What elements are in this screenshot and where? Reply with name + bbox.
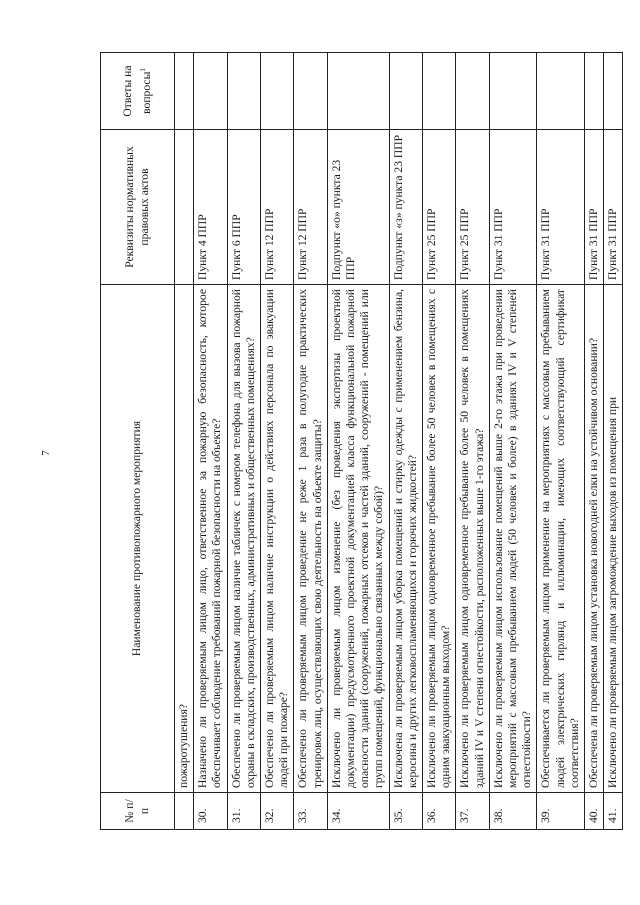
- row-answer[interactable]: [389, 53, 422, 130]
- row-requisites: Пункт 12 ППР: [294, 130, 327, 285]
- table-header-row: [101, 53, 175, 830]
- row-num: 33.: [294, 793, 327, 830]
- row-requisites: Пункт 4 ППР: [194, 130, 227, 285]
- table-row: [423, 53, 456, 830]
- row-answer[interactable]: [489, 53, 537, 130]
- row-answer[interactable]: [456, 53, 489, 130]
- header-answers-footnote: 1: [138, 68, 147, 72]
- row-requisites: Пункт 6 ППР: [227, 130, 260, 285]
- row-name: Обеспечено ли проверяемым лицом наличие табличек с номером телефона для вызова пожарной охраны в складских, производственных, административных и общественных помещениях?: [227, 285, 260, 793]
- row-num: 40.: [585, 793, 604, 830]
- row-name: Исключено ли проверяемым лицом использование помещений выше 2-го этажа при проведении мероприятий с массовым пребыванием людей (50 человек и более) в зданиях IV и V степеней огнестойкости?: [489, 285, 537, 793]
- row-requisites: Пункт 31 ППР: [585, 130, 604, 285]
- row-answer[interactable]: [194, 53, 227, 130]
- rotated-table-wrapper: [100, 53, 624, 830]
- row-name: Обеспечивается ли проверяемым лицом применение на мероприятиях с массовым пребыванием людей электрических гирлянд и иллюминации, имеющих соответствующий сертификат соответствия?: [537, 285, 585, 793]
- row-num: 36.: [423, 793, 456, 830]
- row-answer[interactable]: [294, 53, 327, 130]
- row-num: 31.: [227, 793, 260, 830]
- continuation-name: пожаротушения?: [175, 285, 194, 793]
- header-requisites: Реквизиты нормативных правовых актов: [101, 130, 175, 285]
- row-num: 37.: [456, 793, 489, 830]
- continuation-answer: [175, 53, 194, 130]
- continuation-row: [175, 53, 194, 830]
- row-answer[interactable]: [423, 53, 456, 130]
- row-requisites: Пункт 12 ППР: [261, 130, 294, 285]
- page-number: 7: [39, 450, 52, 456]
- row-num: 30.: [194, 793, 227, 830]
- table-row: [294, 53, 327, 830]
- fire-safety-checklist-table: [100, 52, 623, 830]
- row-answer[interactable]: [604, 53, 623, 130]
- row-requisites: Пункт 31 ППР: [537, 130, 585, 285]
- header-answers: [101, 53, 175, 130]
- row-answer[interactable]: [261, 53, 294, 130]
- row-num: 41.: [604, 793, 623, 830]
- row-name: Исключено ли проверяемым лицом изменение (без проведения экспертизы проектной документации) предусмотренного проектной документацией класса функциональной пожарной опасности зданий (сооружений, пожарных отсеков и частей зданий, сооружений - помещений или групп помещений, функционально связанных между собой)?: [327, 285, 389, 793]
- table-row: [227, 53, 260, 830]
- row-num: 39.: [537, 793, 585, 830]
- header-name: Наименование противопожарного мероприятия: [101, 285, 175, 793]
- row-name: Исключена ли проверяемым лицом уборка помещений и стирку одежды с применением бензина, керосина и других легковоспламеняющихся и горючих жидкостей?: [389, 285, 422, 793]
- row-name: Исключено ли проверяемым лицом одновременное пребывание более 50 человек в помещениях с одним эвакуационным выходом?: [423, 285, 456, 793]
- table-row: [389, 53, 422, 830]
- row-requisites: Пункт 31 ППР: [604, 130, 623, 285]
- table-row: [327, 53, 389, 830]
- continuation-req: [175, 130, 194, 285]
- table-row: [585, 53, 604, 830]
- row-num: 38.: [489, 793, 537, 830]
- row-name: Обеспечена ли проверяемым лицом установка новогодней елки на устойчивом основании?: [585, 285, 604, 793]
- table-row: [537, 53, 585, 830]
- table-row: [489, 53, 537, 830]
- table-row: [604, 53, 623, 830]
- row-name: Обеспечено ли проверяемым лицом проведение не реже 1 раза в полугодие практических тренировок лиц, осуществляющих свою деятельность на объекте защиты?: [294, 285, 327, 793]
- table-row: [194, 53, 227, 830]
- table-row: [261, 53, 294, 830]
- header-num: № п/п: [101, 793, 175, 830]
- row-name: Обеспечено ли проверяемым лицом наличие инструкции о действиях персонала по эвакуации людей при пожаре?: [261, 285, 294, 793]
- header-answers-text: Ответы на вопросы: [121, 65, 153, 117]
- row-name: Исключено ли проверяемым лицом загромождение выходов из помещения при: [604, 285, 623, 793]
- row-num: 34.: [327, 793, 389, 830]
- row-num: 35.: [389, 793, 422, 830]
- continuation-num: [175, 793, 194, 830]
- row-answer[interactable]: [585, 53, 604, 130]
- row-name: Назначено ли проверяемым лицом лицо, ответственное за пожарную безопасность, которое обеспечивает соблюдение требований пожарной безопасности на объекте?: [194, 285, 227, 793]
- row-requisites: Подпункт «о» пункта 23 ППР: [327, 130, 389, 285]
- row-answer[interactable]: [327, 53, 389, 130]
- table-row: [456, 53, 489, 830]
- row-answer[interactable]: [537, 53, 585, 130]
- row-name: Исключено ли проверяемым лицом одновременное пребывание более 50 человек в помещениях зданий IV и V степени огнестойкости, расположенных выше 1-го этажа?: [456, 285, 489, 793]
- row-requisites: Пункт 25 ППР: [423, 130, 456, 285]
- row-requisites: Пункт 31 ППР: [489, 130, 537, 285]
- row-num: 32.: [261, 793, 294, 830]
- row-requisites: Подпункт «з» пункта 23 ППР: [389, 130, 422, 285]
- row-requisites: Пункт 25 ППР: [456, 130, 489, 285]
- row-answer[interactable]: [227, 53, 260, 130]
